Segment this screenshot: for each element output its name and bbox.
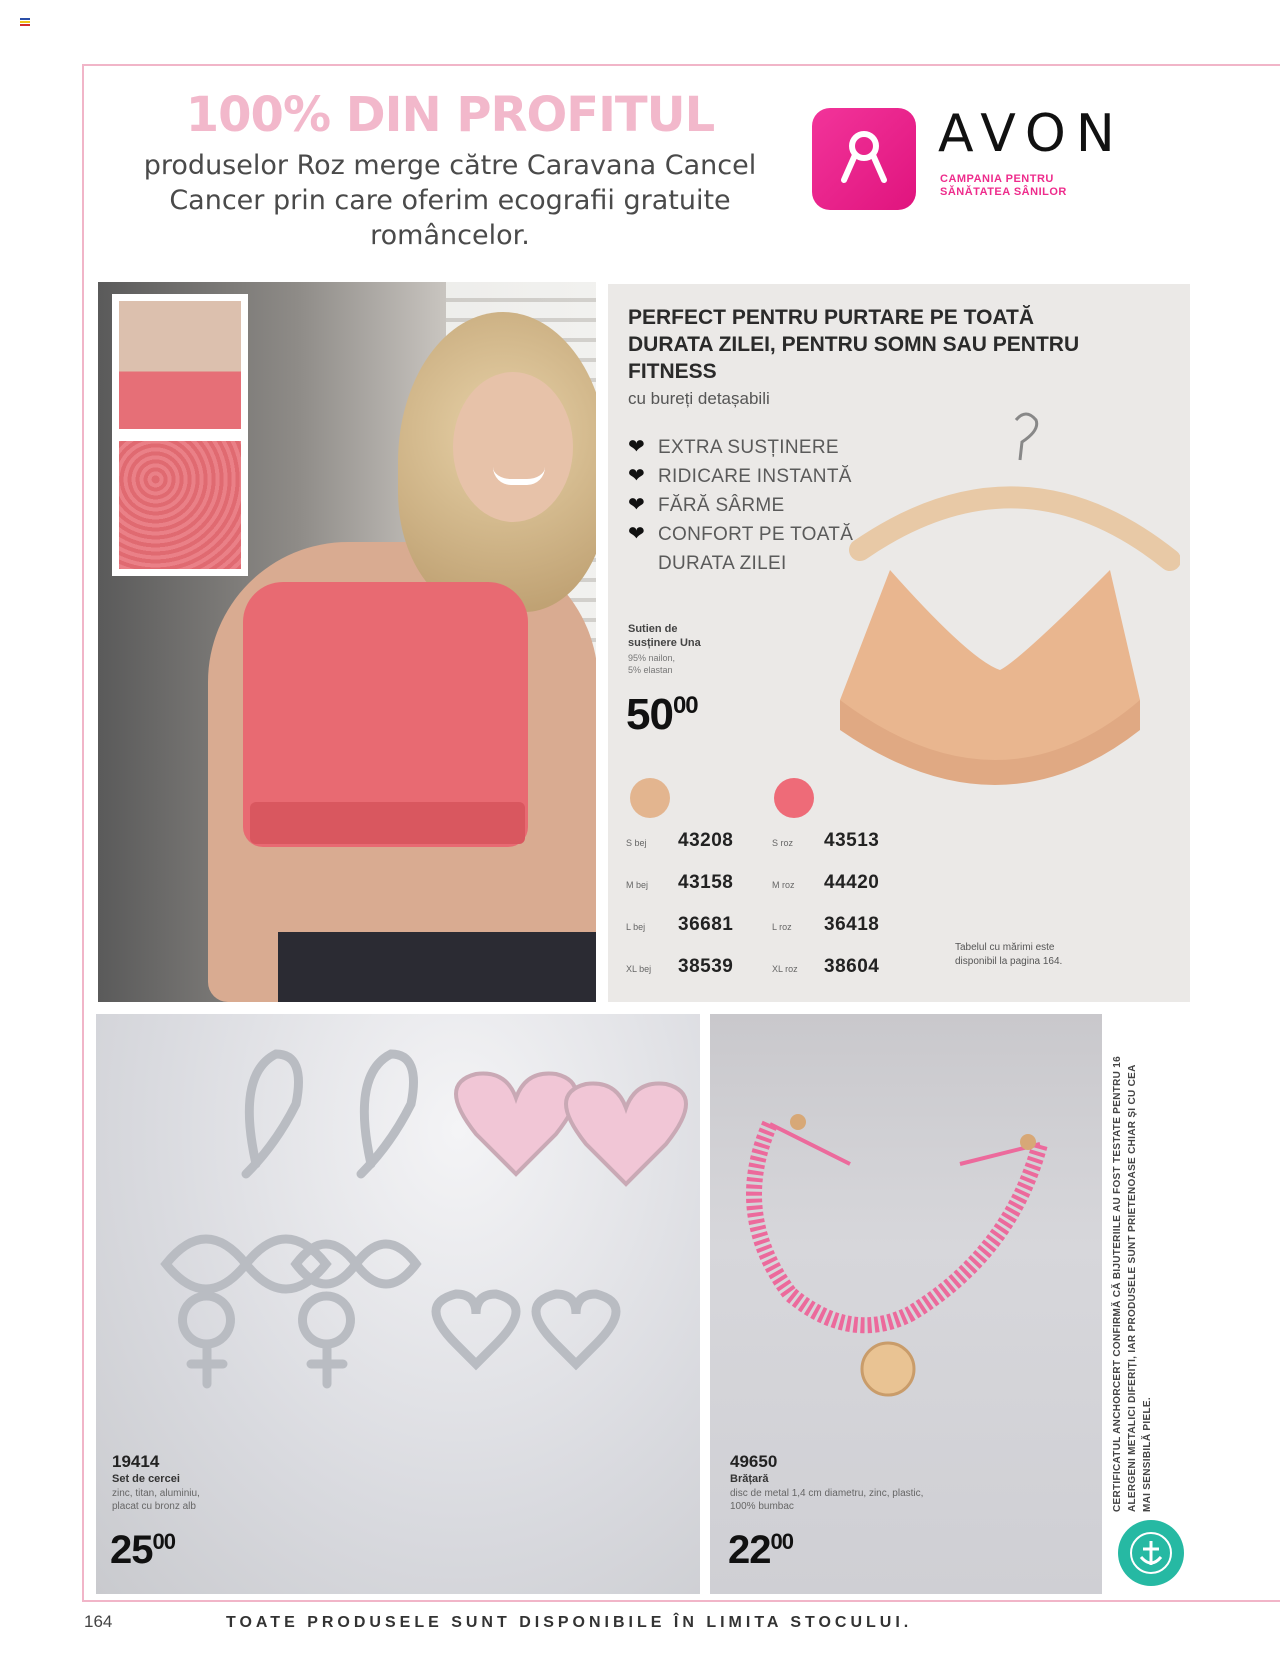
list-item: ❤ RIDICARE INSTANTĂ bbox=[628, 462, 853, 491]
size-row: M bej 43158 bbox=[626, 872, 734, 893]
stock-note: TOATE PRODUSELE SUNT DISPONIBILE ÎN LIMITA STOCULUI. bbox=[226, 1614, 913, 1631]
pink-size-codes bbox=[772, 830, 879, 998]
header bbox=[120, 88, 780, 253]
bra-product-name: Sutien de susținere Una bbox=[628, 623, 701, 649]
heart-icon: ❤ bbox=[628, 436, 646, 458]
size-chart-note: Tabelul cu mărimi este disponibil la pagina 164. bbox=[955, 942, 1063, 967]
subline: produselor Roz merge către Caravana Cancel Cancer prin care oferim ecografii gratuite româncelor. bbox=[143, 150, 757, 251]
anchor-icon bbox=[1118, 1520, 1184, 1586]
size-row: L bej 36681 bbox=[626, 914, 734, 935]
thumbnail-strip bbox=[112, 294, 248, 576]
heart-icon: ❤ bbox=[628, 465, 646, 487]
bracelet-price: $22^{00}$ bbox=[728, 1528, 793, 1572]
bra-hanger-image bbox=[820, 400, 1180, 800]
earrings-material: zinc, titan, aluminiu, placat cu bronz alb bbox=[112, 1488, 200, 1512]
bra-material: 95% nailon, 5% elastan bbox=[628, 653, 676, 675]
ribbon-icon bbox=[812, 108, 916, 210]
size-row: L roz 36418 bbox=[772, 914, 880, 935]
size-row: M roz 44420 bbox=[772, 872, 880, 893]
page-number: 164 bbox=[84, 1612, 113, 1631]
beige-size-codes bbox=[626, 830, 733, 998]
heart-icon: ❤ bbox=[628, 523, 646, 545]
certification-note: CERTIFICATUL ANCHORCERT CONFIRMĂ CĂ BIJUTERIILE AU FOST TESTATE PENTRU 16 ALERGENI METALICI DIFERIȚI, IAR PRODUSELE SUNT PRIETENOASE CHIAR ȘI CU CEA MAI SENSIBILĂ PIELE. bbox=[1112, 1056, 1153, 1512]
thumbnail-lace-detail bbox=[119, 441, 241, 569]
list-item: ❤ FĂRĂ SÂRME bbox=[628, 491, 853, 520]
color-swatch-pink[interactable] bbox=[774, 778, 814, 818]
bra-title: PERFECT PENTRU PURTARE PE TOATĂ DURATA ZILEI, PENTRU SOMN SAU PENTRU FITNESS bbox=[628, 306, 1080, 383]
earrings-price: $25^{00}$ bbox=[110, 1528, 175, 1572]
thumbnail-back-view bbox=[119, 301, 241, 429]
list-item: ❤ EXTRA SUSȚINERE bbox=[628, 433, 853, 462]
list-item: DURATA ZILEI bbox=[658, 553, 787, 574]
flag-mark bbox=[20, 18, 30, 26]
bra-subtitle: cu bureți detașabili bbox=[628, 389, 770, 408]
campaign-label: CAMPANIA PENTRU SĂNĂTATEA SÂNILOR bbox=[940, 173, 1067, 198]
brand-name: AVON bbox=[938, 104, 1125, 164]
size-row: S bej 43208 bbox=[626, 830, 734, 851]
list-item: ❤ CONFORT PE TOATĂ bbox=[628, 520, 853, 549]
size-row: S roz 43513 bbox=[772, 830, 880, 851]
heart-icon: ❤ bbox=[628, 494, 646, 516]
size-row: XL roz 38604 bbox=[772, 956, 880, 977]
bra-price: $50^{00}$ bbox=[626, 690, 698, 739]
color-swatch-beige[interactable] bbox=[630, 778, 670, 818]
earrings-name: Set de cercei bbox=[112, 1473, 180, 1485]
size-row: XL bej 38539 bbox=[626, 956, 734, 977]
bracelet-name: Brățară bbox=[730, 1473, 769, 1485]
earrings-code: 19414 bbox=[112, 1452, 160, 1471]
headline: 100% DIN PROFITUL bbox=[185, 87, 715, 143]
bracelet-material: disc de metal 1,4 cm diametru, zinc, plastic, 100% bumbac bbox=[730, 1488, 924, 1512]
bracelet-code: 49650 bbox=[730, 1452, 778, 1471]
